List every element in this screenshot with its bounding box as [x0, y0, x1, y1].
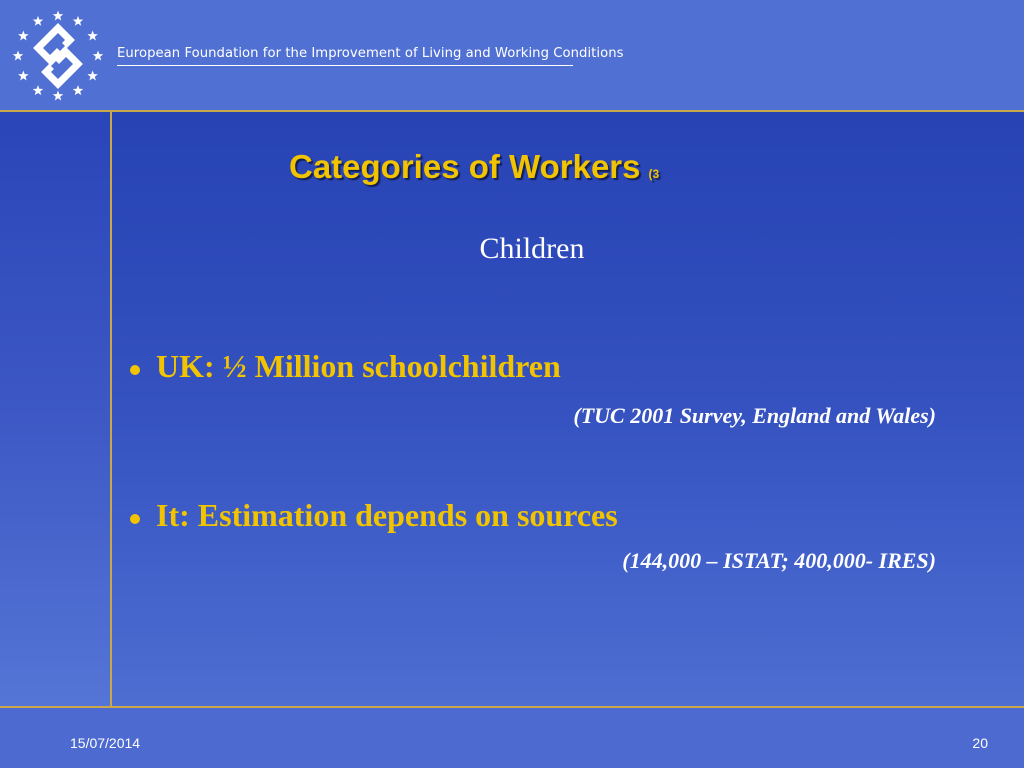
- organization-underline: [117, 65, 573, 66]
- star-icon: [93, 51, 103, 61]
- bottom-divider: [0, 706, 1024, 708]
- slide-footer: [0, 708, 1024, 768]
- slide-title-text: Categories of Workers: [289, 148, 641, 185]
- footer-page-number: 20: [972, 735, 988, 751]
- top-divider: [0, 110, 1024, 112]
- star-icon: [33, 16, 43, 26]
- left-sidebar-panel: [0, 112, 110, 706]
- bullet-text: It: Estimation depends on sources: [156, 497, 618, 533]
- slide-title-suffix: (3: [648, 167, 660, 181]
- star-icon: [18, 71, 28, 81]
- slide-title: [289, 148, 659, 186]
- star-icon: [73, 85, 83, 95]
- vertical-divider: [110, 112, 112, 706]
- bullet-text: UK: ½ Million schoolchildren: [156, 348, 561, 384]
- bullet-item: [130, 497, 618, 534]
- bullet-dot-icon: [130, 514, 140, 524]
- organization-name: European Foundation for the Improvement of Living and Working Conditions: [117, 46, 624, 61]
- bullet-source-note: (144,000 – ISTAT; 400,000- IRES): [622, 548, 936, 573]
- star-icon: [73, 16, 83, 26]
- star-icon: [53, 91, 63, 101]
- star-icon: [13, 51, 23, 61]
- bullet-item: [130, 348, 561, 385]
- star-icon: [33, 85, 43, 95]
- star-icon: [87, 71, 97, 81]
- star-icon: [87, 31, 97, 41]
- bullet-dot-icon: [130, 365, 140, 375]
- eu-stars-logo-icon: [8, 6, 108, 106]
- star-icon: [18, 31, 28, 41]
- star-icon: [53, 11, 63, 21]
- footer-date: 15/07/2014: [70, 735, 141, 751]
- slide-subtitle: Children: [479, 232, 585, 265]
- bullet-source-note: (TUC 2001 Survey, England and Wales): [573, 403, 936, 428]
